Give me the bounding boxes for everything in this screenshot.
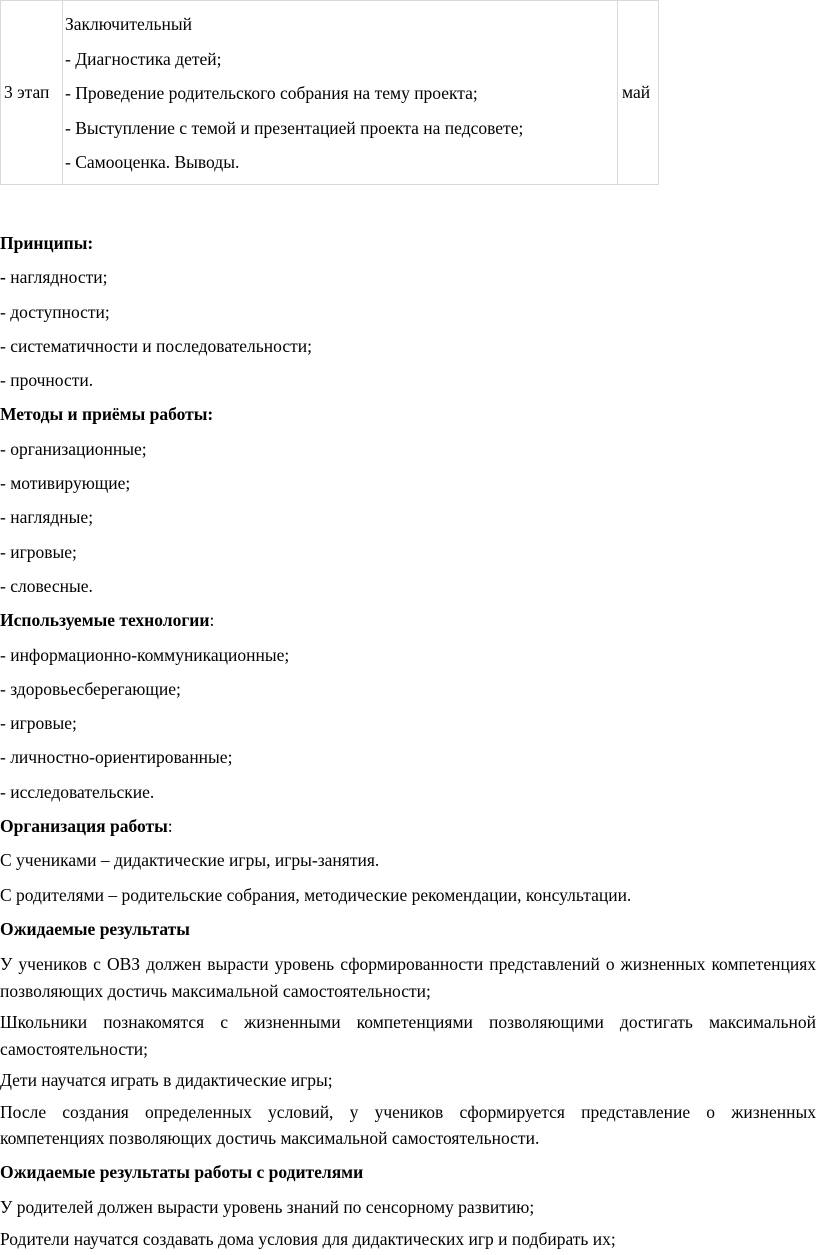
parents-results-paragraph: Родители научатся создавать дома условия для дидактических игр и подбирать их;	[0, 1228, 616, 1249]
list-item: - игровые;	[0, 713, 77, 734]
results-paragraph: Школьники познакомятся с жизненными компетенциями позволяющими достигать максимальной самостоятельности;	[0, 1012, 816, 1059]
bold-dash: -	[0, 267, 6, 288]
heading-colon: :	[167, 816, 173, 837]
project-stage-table	[0, 0, 659, 185]
organization-line: С учениками – дидактические игры, игры-занятия.	[0, 850, 380, 871]
stage-line: - Выступление с темой и презентацией проекта на педсовете;	[65, 117, 524, 138]
table-row	[1, 1, 659, 185]
organization-line: С родителями – родительские собрания, методические рекомендации, консультации.	[0, 884, 632, 905]
list-item: - организационные;	[0, 438, 147, 459]
stage-line: - Самооценка. Выводы.	[65, 152, 240, 172]
list-item: - систематичности и последовательности;	[0, 335, 312, 356]
heading-colon: :	[209, 610, 215, 631]
results-paragraph: Дети научатся играть в дидактические игры;	[0, 1070, 333, 1091]
stage-cell: 3 этап	[1, 1, 63, 185]
results-paragraph: После создания определенных условий, у учеников сформируется представление о жизненных компетенциях позволяющих достичь максимальной самостоятельности.	[0, 1101, 816, 1149]
document-body	[0, 226, 816, 1255]
list-item: - мотивирующие;	[0, 473, 131, 494]
list-item-text: наглядности;	[5, 267, 108, 288]
stage-line: Заключительный	[65, 14, 192, 34]
month-cell: май	[618, 1, 659, 185]
results-paragraph: У учеников с ОВЗ должен вырасти уровень сформированности представлений о жизненных компетенциях позволяющих достичь максимальной самостоятельности;	[0, 954, 816, 1001]
stage-line: - Проведение родительского собрания на тему проекта;	[65, 83, 478, 103]
list-item: - прочности.	[0, 370, 94, 391]
stage-description-cell	[63, 1, 618, 185]
organization-heading: Организация работы	[0, 816, 168, 837]
technologies-heading-line	[0, 603, 816, 637]
stage-line: - Диагностика детей;	[65, 48, 222, 69]
technologies-heading: Используемые технологии	[0, 610, 210, 631]
list-item: - личностно-ориентированные;	[0, 747, 233, 768]
list-item: - наглядные;	[0, 507, 94, 528]
list-item	[0, 260, 816, 294]
list-item: - здоровьесберегающие;	[0, 678, 181, 699]
parents-results-heading: Ожидаемые результаты работы с родителями	[0, 1161, 364, 1182]
principles-heading: Принципы:	[0, 233, 94, 253]
parents-results-paragraph: У родителей должен вырасти уровень знаний по сенсорному развитию;	[0, 1197, 535, 1218]
list-item: - информационно-коммуникационные;	[0, 644, 290, 665]
organization-heading-line	[0, 809, 816, 843]
list-item: - игровые;	[0, 541, 77, 562]
list-item: - словесные.	[0, 575, 93, 596]
list-item: - доступности;	[0, 301, 110, 322]
list-item: - исследовательские.	[0, 781, 155, 802]
results-heading: Ожидаемые результаты	[0, 918, 190, 939]
methods-heading: Методы и приёмы работы:	[0, 404, 214, 425]
